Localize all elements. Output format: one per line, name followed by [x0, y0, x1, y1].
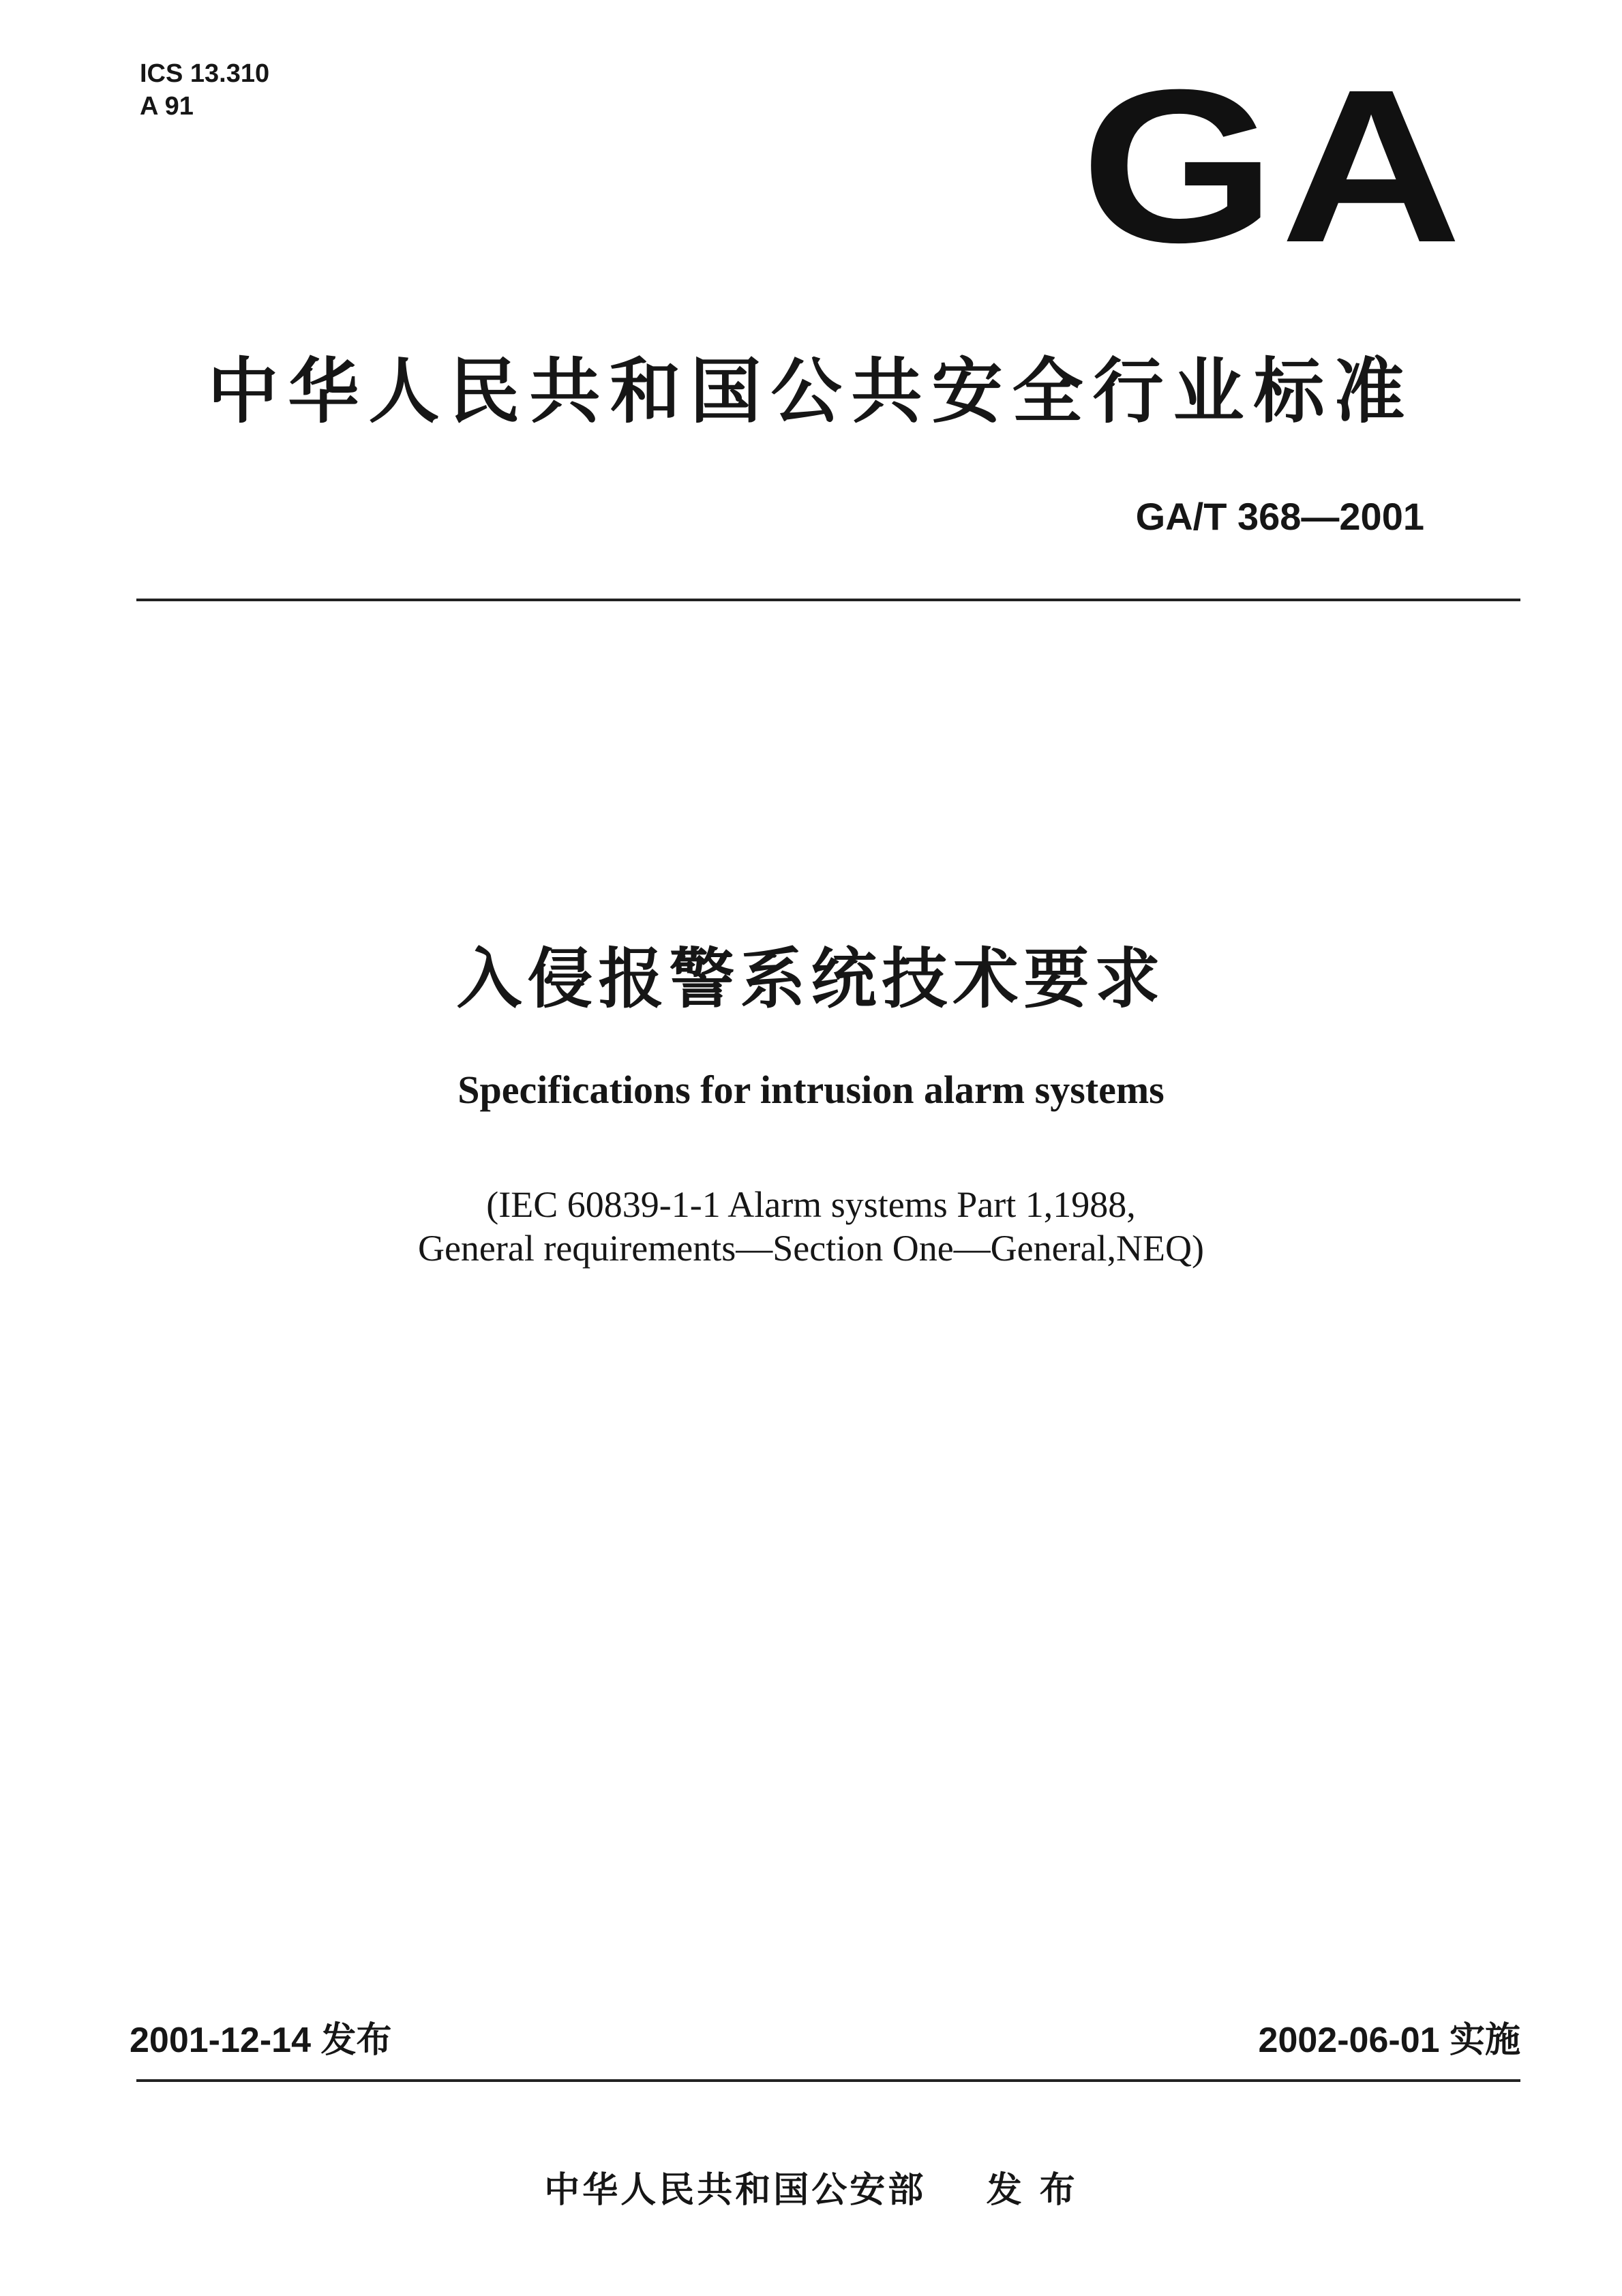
- date-row: [130, 2011, 1520, 2062]
- ccs-code: A 91: [140, 92, 194, 121]
- ics-code: ICS 13.310: [140, 59, 270, 88]
- reference-line-1: (IEC 60839-1-1 Alarm systems Part 1,1988,: [486, 1184, 1136, 1225]
- reference-standard: [0, 1183, 1622, 1270]
- ga-logo-text: GA: [1081, 43, 1467, 288]
- classification-codes: [140, 57, 269, 123]
- title-english: Specifications for intrusion alarm systems: [457, 1068, 1165, 1112]
- reference-line-2: General requirements—Section One—General,NEQ): [417, 1228, 1205, 1269]
- standard-number: GA/T 368—2001: [1135, 495, 1424, 538]
- standard-category: 中华人民共和国公共安全行业标准: [207, 350, 1415, 433]
- ga-logo: [1081, 43, 1467, 288]
- implementation-date: 2002-06-01 实施: [1258, 2021, 1520, 2060]
- issue-date: 2001-12-14 发布: [130, 2021, 392, 2060]
- publisher: 中华人民共和国公安部 发 布: [544, 2170, 1078, 2211]
- title-chinese: 入侵报警系统技术要求: [456, 941, 1166, 1017]
- header-divider: [136, 599, 1520, 601]
- footer-divider: [136, 2079, 1520, 2082]
